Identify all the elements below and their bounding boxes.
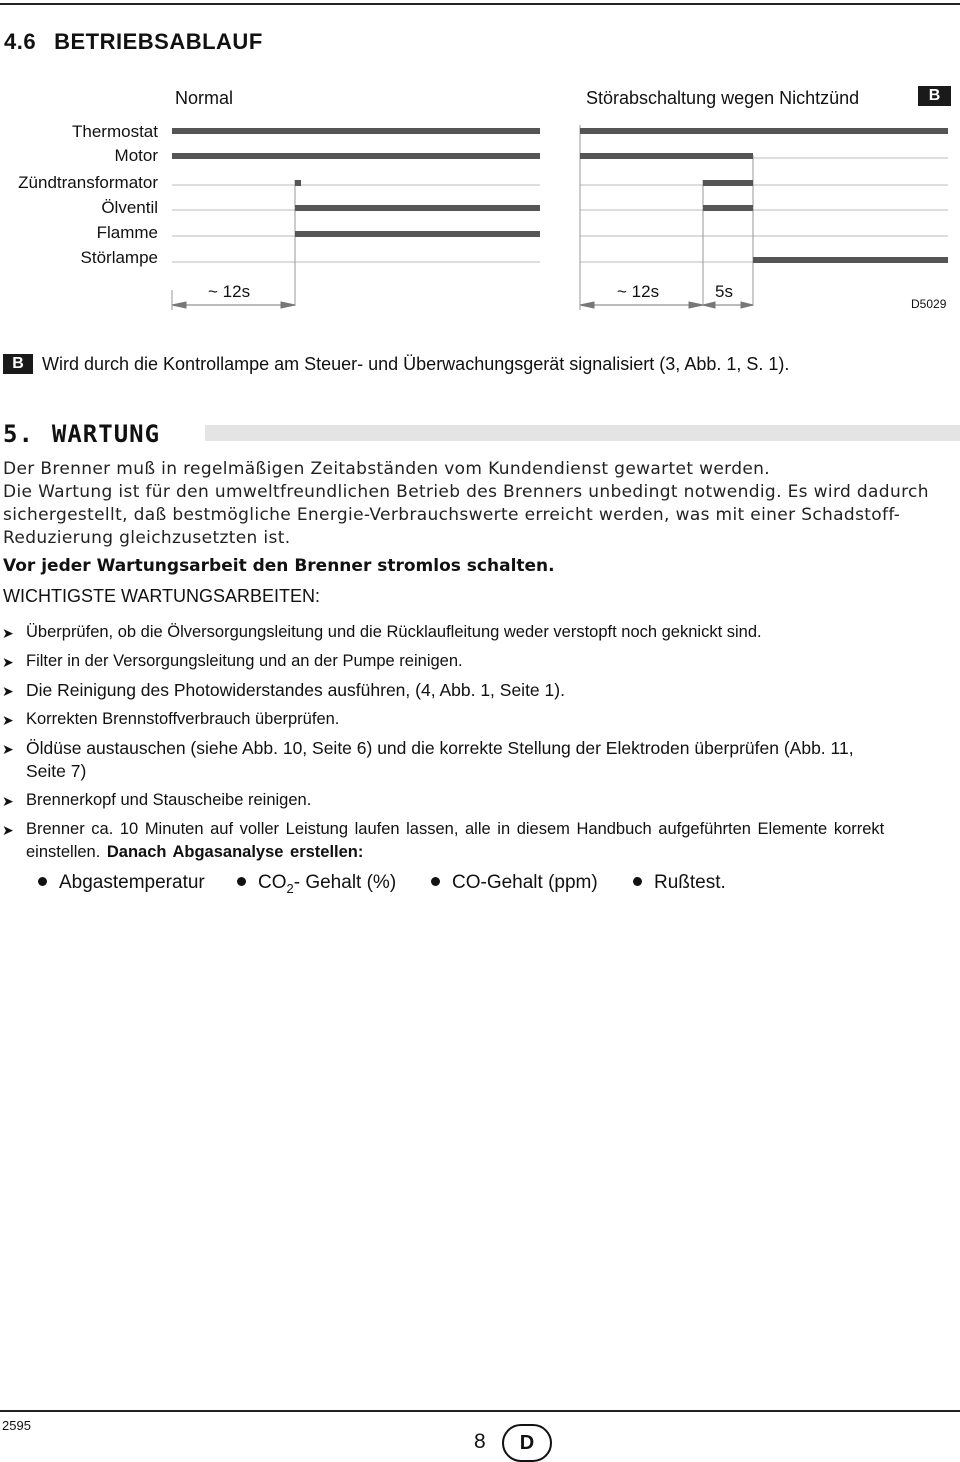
arrow-icon: ➤ — [2, 712, 14, 728]
section-number: 4.6 — [4, 29, 37, 54]
analysis-item — [237, 872, 396, 896]
list-item-text: Überprüfen, ob die Ölversorgungsleitung und die Rücklaufleitung weder verstopft noch geknickt sind. — [26, 623, 762, 641]
tilde-fault: ~ — [617, 282, 627, 301]
bar-fault-thermostat — [580, 128, 948, 134]
arrow-icon: ➤ — [2, 793, 14, 809]
time-normal — [208, 282, 250, 302]
timing-diagram — [0, 110, 960, 320]
arrow-icon: ➤ — [2, 683, 14, 699]
legend-text: Wird durch die Kontrollampe am Steuer- und Überwachungsgerät signalisiert (3, Abb. 1, S. 1). — [42, 354, 790, 374]
maintenance-paragraph-1: Der Brenner muß in regelmäßigen Zeitabständen vom Kundendienst gewartet werden. — [3, 459, 771, 479]
bar-fault-ignition — [703, 180, 753, 186]
list-item-text — [26, 818, 955, 864]
bar-fault-lamp — [753, 257, 948, 263]
arrow-icon: ➤ — [2, 741, 14, 757]
signal-label-motor: Motor — [114, 146, 158, 165]
bullet-dot-icon — [38, 877, 47, 886]
bar-normal-oil-valve — [295, 205, 540, 211]
analysis-item — [633, 872, 726, 894]
bottom-rule — [0, 1410, 960, 1412]
maintenance-heading — [3, 420, 160, 448]
legend-badge-b: B — [3, 354, 33, 374]
list-item-text: Korrekten Brennstoffverbrauch überprüfen. — [26, 710, 340, 728]
bar-fault-oil-valve — [703, 205, 753, 211]
bar-normal-ignition-pulse — [295, 180, 301, 186]
signal-label-thermostat: Thermostat — [72, 122, 158, 141]
time-fault-2: 5s — [715, 282, 733, 301]
signal-label-oil-valve: Ölventil — [101, 198, 158, 217]
column-normal-label: Normal — [175, 88, 234, 108]
maintenance-number: 5. — [3, 420, 34, 448]
signal-label-fault-lamp: Störlampe — [80, 248, 158, 267]
heading-bar — [205, 425, 960, 441]
analysis-label-suffix: - Gehalt (%) — [293, 872, 397, 893]
power-off-warning: Vor jeder Wartungsarbeit den Brenner stromlos schalten. — [3, 556, 555, 576]
analysis-item — [431, 872, 598, 894]
signal-label-flame: Flamme — [96, 223, 158, 242]
arrow-icon: ➤ — [2, 625, 14, 641]
analysis-label: CO-Gehalt (ppm) — [452, 872, 598, 893]
list-item-text: Die Reinigung des Photowiderstandes ausführen, (4, Abb. 1, Seite 1). — [26, 680, 565, 700]
badge-b: B — [918, 86, 951, 106]
list-item-text: Brennerkopf und Stauscheibe reinigen. — [26, 791, 312, 809]
arrow-icon: ➤ — [2, 822, 14, 838]
analysis-label: CO — [258, 872, 287, 893]
page-number: 8 — [474, 1430, 486, 1453]
maintenance-title: WARTUNG — [51, 420, 161, 448]
arrow-icon: ➤ — [2, 654, 14, 670]
time-normal-value: 12s — [222, 282, 251, 301]
list-item-text: Öldüse austauschen (siehe Abb. 10, Seite 6) und die korrekte Stellung der Elektroden überprüfen (Abb. 11, Seite 7) — [26, 738, 854, 781]
analysis-item — [38, 872, 205, 894]
maintenance-paragraph-2: Die Wartung ist für den umweltfreundlichen Betrieb des Brenners unbedingt notwendig. Es wird dadurch sichergestellt, daß bestmögliche Energie-Verbrauchswerte erreicht werden, was mit einer Schadstoff-Reduzierung gleichzusetzten ist. — [3, 482, 929, 548]
bar-normal-flame — [295, 231, 540, 237]
bar-normal-motor — [172, 153, 540, 159]
bullet-dot-icon — [237, 877, 246, 886]
bar-fault-motor — [580, 153, 753, 159]
signal-label-ignition: Zündtransformator — [18, 173, 158, 192]
co2-subscript: 2 — [286, 880, 294, 896]
list-item-last-text: Brenner ca. 10 Minuten auf voller Leistung laufen lassen, alle in diesem Handbuch aufgeführten Elemente korrekt einstellen. — [26, 820, 885, 861]
analysis-label: Rußtest. — [654, 872, 726, 893]
bar-normal-thermostat — [172, 128, 540, 134]
time-fault-1 — [617, 282, 659, 302]
analysis-label: Abgastemperatur — [59, 872, 205, 893]
list-item-text: Filter in der Versorgungsleitung und an der Pumpe reinigen. — [26, 652, 463, 670]
time-fault-1-value: 12s — [631, 282, 660, 301]
bullet-dot-icon — [633, 877, 642, 886]
top-rule — [0, 3, 960, 5]
document-code: 2595 — [2, 1418, 31, 1433]
section-heading — [4, 29, 263, 55]
figure-code: D5029 — [911, 297, 947, 311]
column-fault-label: Störabschaltung wegen Nichtzünd — [586, 88, 860, 108]
tilde-normal: ~ — [208, 282, 218, 301]
list-heading: WICHTIGSTE WARTUNGSARBEITEN: — [3, 586, 321, 606]
list-item-last-bold: Danach Abgasanalyse erstellen: — [106, 843, 364, 861]
section-title: BETRIEBSABLAUF — [54, 29, 263, 54]
language-badge: D — [502, 1424, 552, 1462]
bullet-dot-icon — [431, 877, 440, 886]
